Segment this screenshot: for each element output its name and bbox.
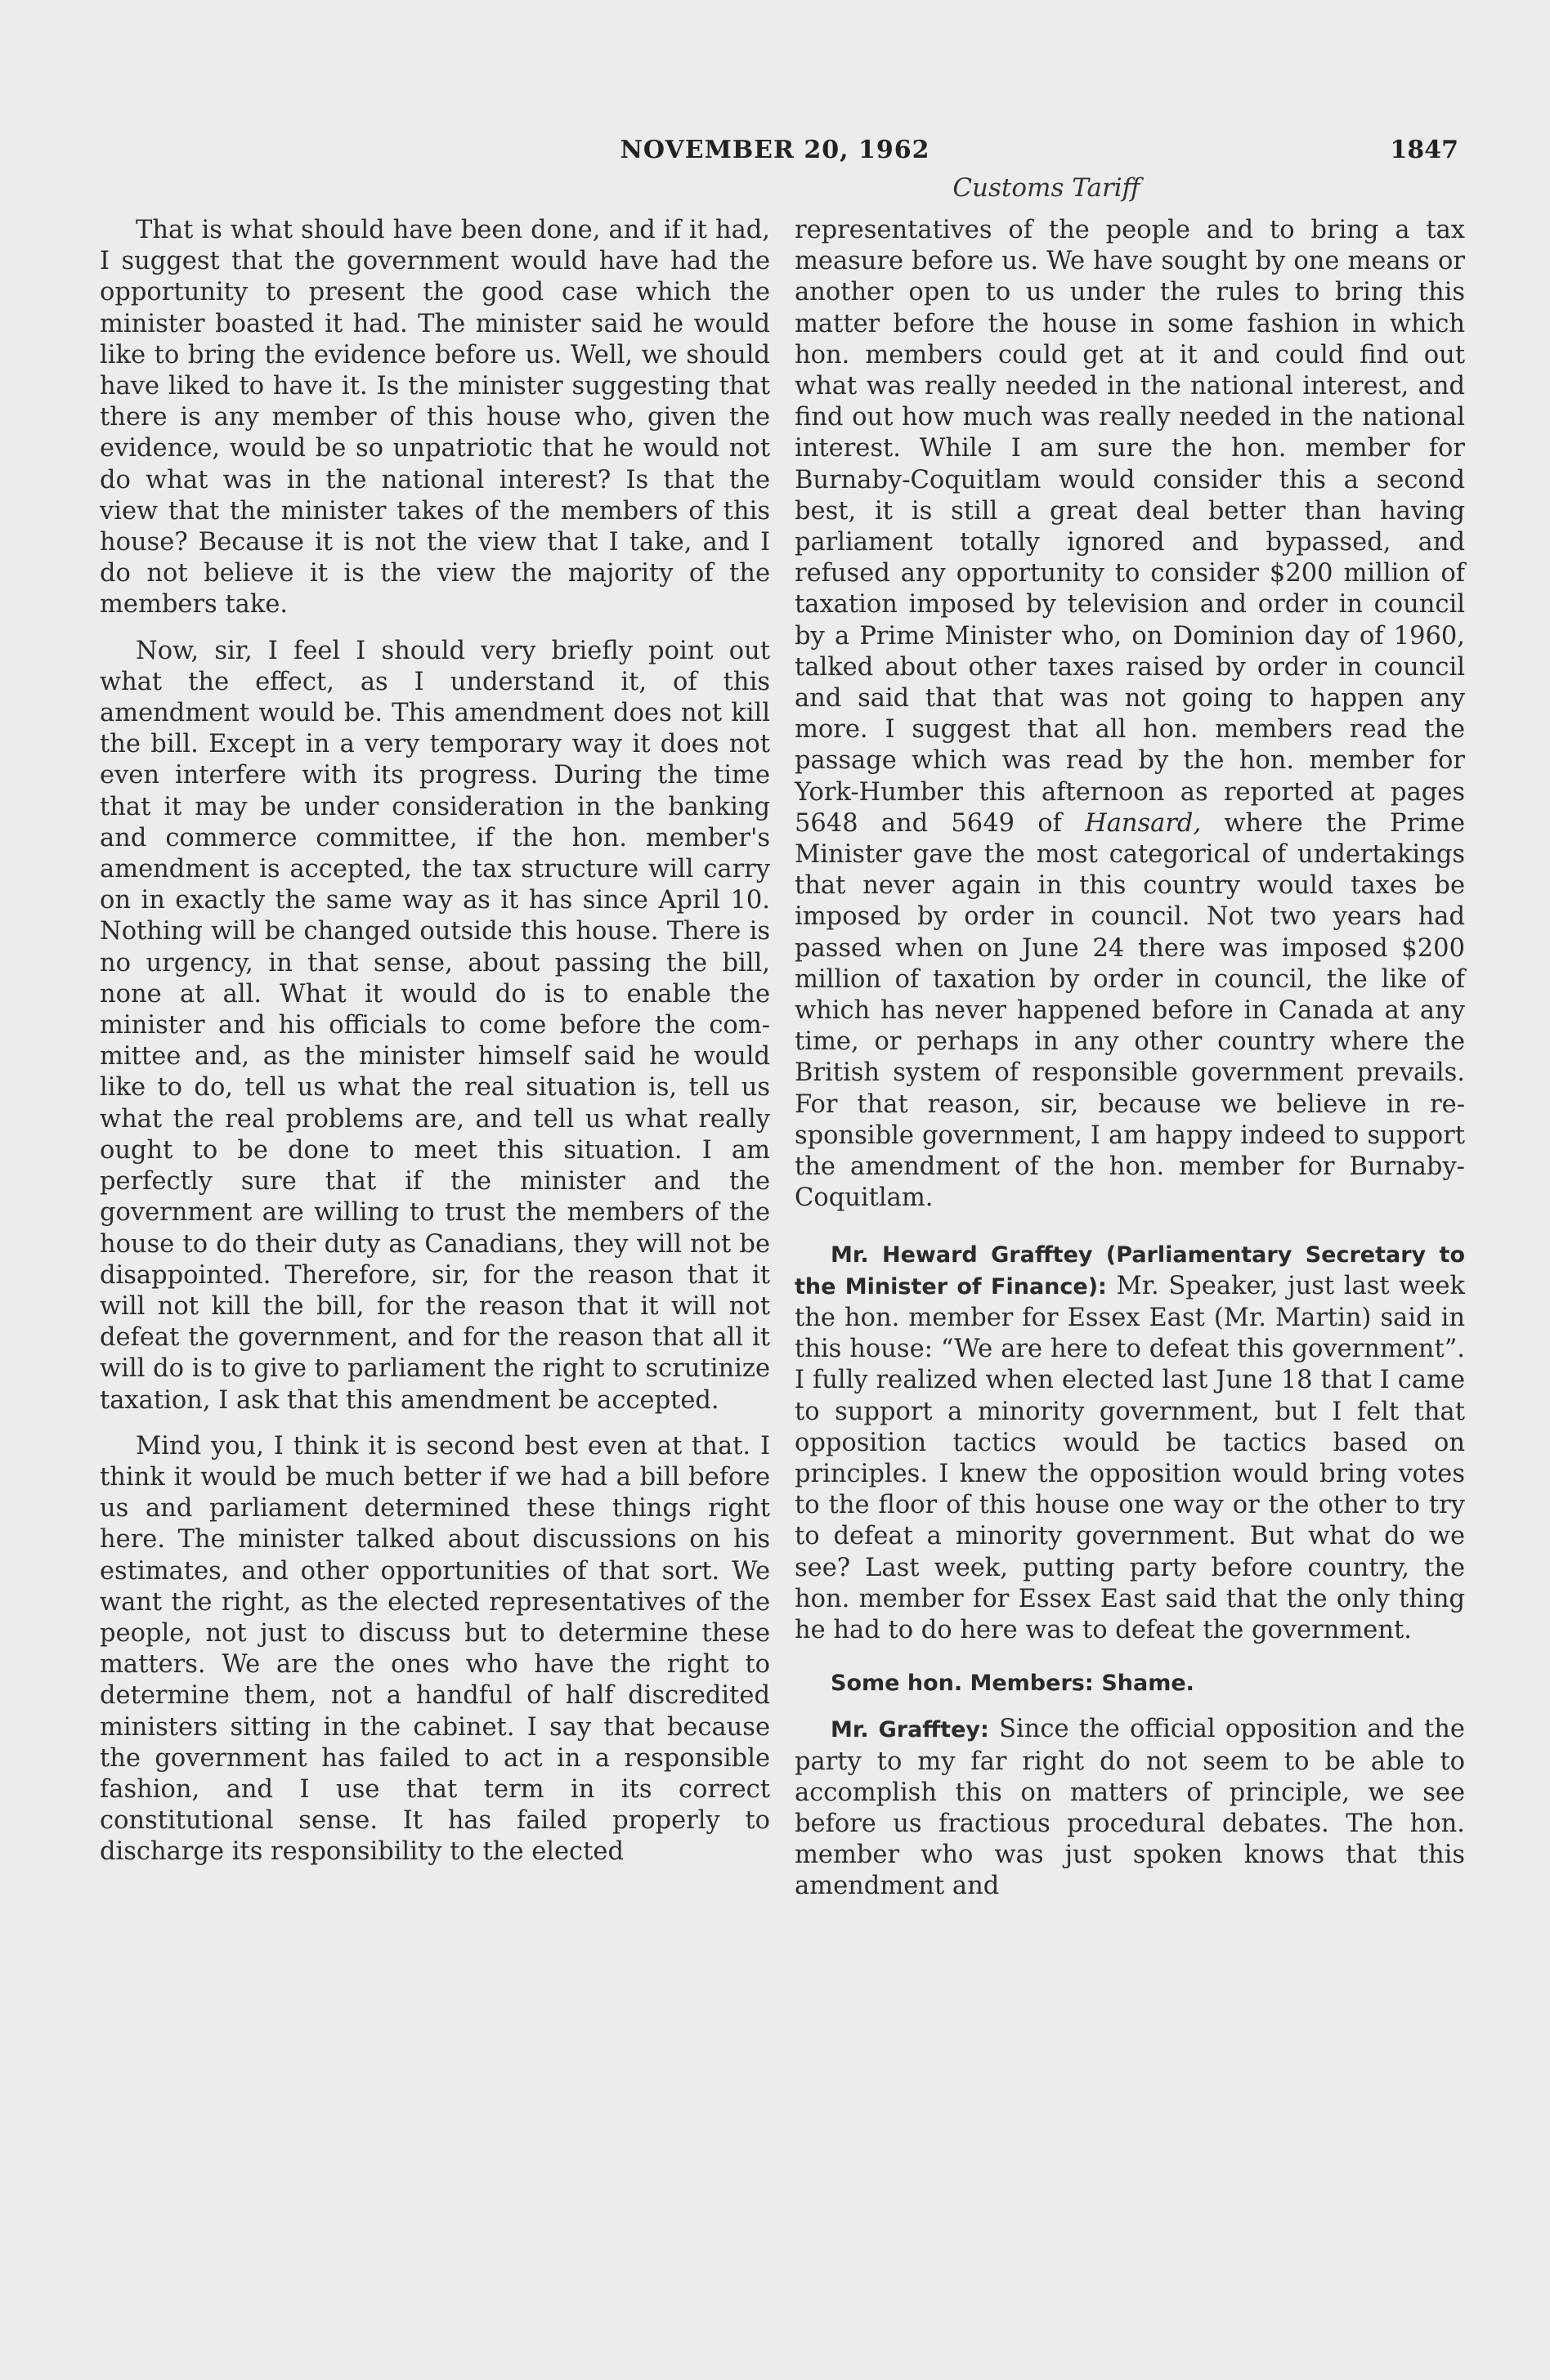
paragraph: Mind you, I think it is second best even at that. I think it would be much better if we had a bill before us and parliament determined these things right here. The minister talked about discussions on his estimates, and other opportunities of that sort. We want the right, as the elected representatives of the people, not just to discuss but to determine these matters. We are the ones who have the right to determine them, not a handful of half discredited ministers sitting in the cabinet. I say that because the government has failed to act in a responsible fashion, and I use that term in its correct constitutional sense. It has failed properly to discharge its responsibility to the elected (100, 1431, 770, 1867)
section-title: Customs Tariff (952, 173, 1140, 203)
speaker-name: Mr. Heward Grafftey (Parliamentary Secretary to the Minister of Finance): (795, 1241, 1465, 1300)
paragraph: That is what should have been done, and if it had, I suggest that the government would have had the opportunity to present the good case which the minister boasted it had. The minister said he would like to bring the evidence before us. Well, we should have liked to have it. Is the minister suggesting that there is any member of this house who, given the evidence, would be so unpatriotic that he would not do what was in the national interest? Is that the view that the minister takes of the members of this house? Because it is not the view that I take, and I do not believe it is the view the majority of the members take. (100, 216, 770, 620)
speech-text: Since the official opposition and the party to my far right do not seem to be able to accomplish this on matters of principle, we see before us fractious procedural debates. The hon. member who was just spoken knows that this amendment and (795, 1715, 1465, 1901)
paragraph (795, 215, 1465, 1215)
speech-grafftey-continued (795, 1714, 1465, 1902)
interjection-text: Shame. (1101, 1671, 1194, 1697)
hansard-reference: Hansard, (1085, 808, 1202, 838)
speaker-name: Mr. Grafftey: (831, 1717, 989, 1743)
paragraph-text: representatives of the people and to bring a tax measure before us. We have sought by one means or another open to us under the rules to bring this matter before the house in some fashion in which hon. members could get at it and could find out what was really needed in the national interest, and find out how much was really needed in the national interest. While I am sure the hon. member for Burnaby-Coquitlam would consider this a second best, it is still a great deal better than having parliament totally ignored and bypassed, and refused any opportunity to consider $200 million of taxation imposed by television and order in council by a Prime Minister who, on Dominion day of 1960, talked about other taxes raised by order in council and said that that was not going to happen any more. I suggest that all hon. members read the passage which was read by the hon. member for York-Humber this afternoon as reported at pages 5648 and 5649 of (795, 216, 1465, 838)
page-number: 1847 (1390, 136, 1458, 164)
interjection-speaker: Some hon. Members: (831, 1671, 1094, 1697)
paragraph-text: where the Prime Minister gave the most categorical of undertakings that never again in this country would taxes be imposed by order in council. Not two years had passed when on June 24 there was imposed $200 million of taxation by order in council, the like of which has never happened before in Canada at any time, or perhaps in any other country where the British system of responsible government prevails. For that reason, sir, because we believe in responsible government, I am happy indeed to support the amendment of the hon. member for Burnaby-Coquitlam. (795, 808, 1465, 1213)
left-column (100, 215, 770, 1883)
right-column (795, 215, 1465, 1917)
interjection (795, 1667, 1465, 1699)
speech-grafftey (795, 1239, 1465, 1647)
paragraph: Now, sir, I feel I should very briefly point out what the effect, as I understand it, of this amendment would be. This amendment does not kill the bill. Except in a very temporary way it does not even interfere with its progress. During the time that it may be under consideration in the banking and commerce committee, if the hon. member's amendment is accepted, the tax structure will carry on in exactly the same way as it has since April 10. Nothing will be changed outside this house. There is no urgency, in that sense, about passing the bill, none at all. What it would do is to enable the minister and his officials to come before the committee and, as the minister himself said he would like to do, tell us what the real situation is, tell us what the real problems are, and tell us what really ought to be done to meet this situation. I am perfectly sure that if the minister and the government are willing to trust the members of the house to do their duty as Canadians, they will not be disappointed. Therefore, sir, for the reason that it will not kill the bill, for the reason that it will not defeat the government, and for the reason that all it will do is to give to parliament the right to scrutinize taxation, I ask that this amendment be accepted. (100, 636, 770, 1415)
speech-text: Mr. Speaker, just last week the hon. member for Essex East (Mr. Martin) said in this house: “We are here to defeat this government”. I fully realized when elected last June 18 that I came to support a minority government, but I felt that opposition tactics would be tactics based on principles. I knew the opposition would bring votes to the floor of this house one way or the other to try to defeat a minority government. But what do we see? Last week, putting party before country, the hon. member for Essex East said that the only thing he had to do here was to defeat the government. (795, 1271, 1465, 1644)
page-date: NOVEMBER 20, 1962 (620, 136, 930, 164)
